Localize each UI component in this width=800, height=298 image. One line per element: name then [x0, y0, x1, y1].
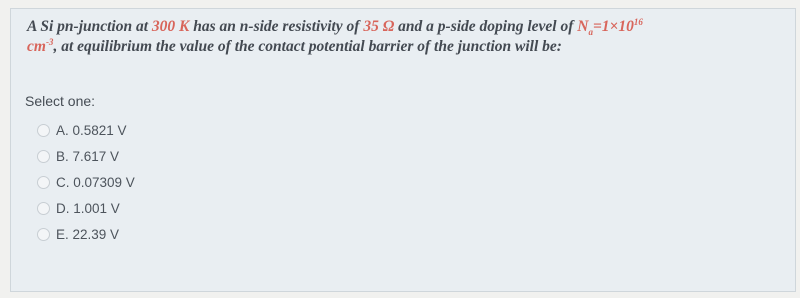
option-label: C. 0.07309 V [56, 174, 135, 190]
question-part: , at equilibrium the value of the contact potential barrier of the junction will be: [53, 38, 562, 55]
unit-exponent: -3 [45, 36, 54, 47]
radio-button[interactable] [37, 124, 50, 137]
option-label: A. 0.5821 V [56, 122, 127, 138]
radio-button[interactable] [37, 176, 50, 189]
question-part: has an n-side resistivity of [189, 18, 364, 35]
doping-value [577, 16, 643, 38]
resistivity-value: 35 Ω [363, 18, 395, 35]
option-a[interactable] [37, 117, 135, 143]
doping-subscript: a [588, 27, 593, 38]
option-label: B. 7.617 V [56, 148, 120, 164]
option-d[interactable] [37, 195, 135, 221]
radio-button[interactable] [37, 228, 50, 241]
radio-button[interactable] [37, 150, 50, 163]
doping-symbol: N [577, 18, 589, 35]
temperature-value: 300 K [151, 18, 190, 35]
option-b[interactable] [37, 143, 135, 169]
option-e[interactable] [37, 221, 135, 247]
unit: cm [27, 38, 46, 55]
radio-button[interactable] [37, 202, 50, 215]
answer-options [37, 117, 135, 247]
question-part: and a p-side doping level of [394, 18, 578, 35]
option-c[interactable] [37, 169, 135, 195]
select-one-label: Select one: [25, 93, 96, 109]
question-part: A Si pn-junction at [27, 18, 152, 35]
option-label: D. 1.001 V [56, 200, 120, 216]
option-label: E. 22.39 V [56, 226, 120, 242]
doping-number: =1×10 [592, 18, 634, 35]
question-text [27, 17, 787, 57]
question-card [10, 8, 796, 292]
doping-exponent: 16 [633, 16, 643, 27]
